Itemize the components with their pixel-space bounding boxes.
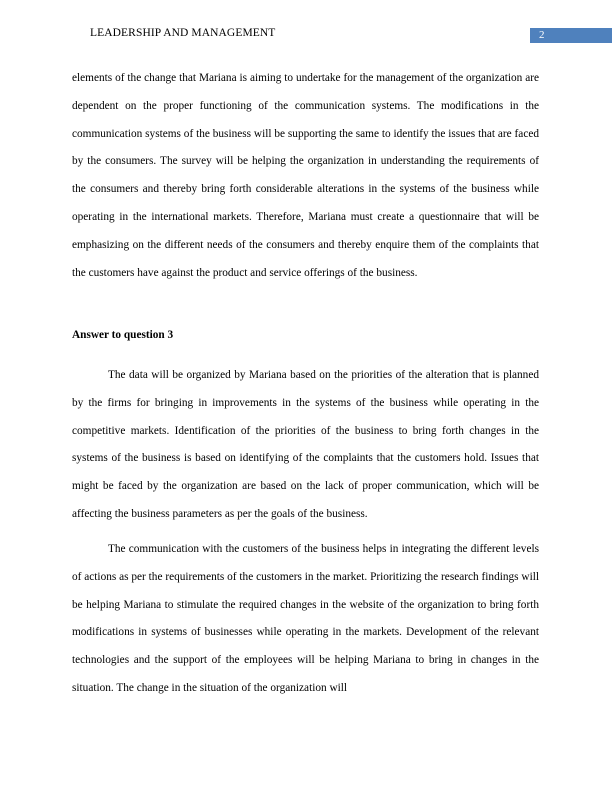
body-paragraph-1: elements of the change that Mariana is aiming to undertake for the management of the organization are dependent on the proper functioning of the communication systems. The modifications in the communication systems of the business will be supporting the same to identify the issues that are faced by the consumers. The survey will be helping the organization in understanding the requirements of the consumers and thereby bring forth considerable alterations in the systems of the business while operating in the international markets. Therefore, Mariana must create a questionnaire that will be emphasizing on the different needs of the consumers and thereby enquire them of the complaints that the customers have against the product and service offerings of the business. [72,72,539,279]
running-header: LEADERSHIP AND MANAGEMENT [90,27,276,39]
section-heading: Answer to question 3 [72,329,174,341]
body-paragraph-3: The communication with the customers of the business helps in integrating the different levels of actions as per the requirements of the customers in the market. Prioritizing the research findings will be helping Mariana to stimulate the required changes in the website of the organization to bring forth modifications in systems of businesses while operating in the markets. Development of the relevant technologies and the support of the employees will be helping Mariana to bring in changes in the situation. The change in the situation of the organization will [72,543,539,694]
body-paragraph-2: The data will be organized by Mariana based on the priorities of the alteration that is planned by the firms for bringing in improvements in the systems of the business while operating in the competitive markets. Identification of the priorities of the business to bring forth changes in the systems of the business is based on identifying of the complaints that the customers hold. Issues that might be faced by the organization are based on the lack of proper communication, which will be affecting the business parameters as per the goals of the business. [72,369,539,520]
page-number: 2 [530,28,612,43]
